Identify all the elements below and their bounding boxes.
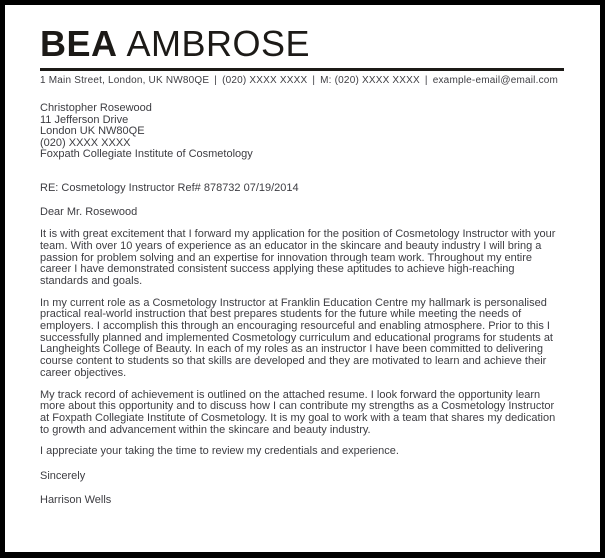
contact-address: 1 Main Street, London, UK NW80QE [40,75,210,86]
contact-separator: | [214,75,218,86]
contact-email: example-email@email.com [432,75,559,86]
address-line: (020) XXXX XXXX [40,136,131,149]
body-paragraph: I appreciate your taking the time to review my credentials and experience. [40,445,399,458]
contact-mobile: M: (020) XXXX XXXX [320,75,420,86]
contact-phone: (020) XXXX XXXX [222,75,308,86]
contact-separator: | [424,75,428,86]
body-paragraph: In my current role as a Cosmetology Instructor at Franklin Education Centre my hallmark is personalised practical real-world instruction that best prepares students for the future while meeting the needs of employers. I accomplish this through an encouraging resourceful and enabling atmosphere. Prior to this I successfully planned and implemented Cosmetology curriculum and educational programs for students at Langheights College of Beauty. In each of my roles as an instructor I have been committed to delivering course content to students so that skills are developed and they are motivated to learn and achieve their career objectives. [40,296,553,379]
recipient-address [40,103,564,161]
salutation: Dear Mr. Rosewood [40,205,138,218]
person-first-name: BEA [40,23,118,64]
contact-line [40,75,564,87]
signature-name: Harrison Wells [40,493,112,506]
header-rule-divider [40,68,564,71]
body-paragraph: My track record of achievement is outlined on the attached resume. I look forward the opportunity learn more about this opportunity and to discuss how I can contribute my strengths as a Cosmetology Instructor at Foxpath Collegiate Institute of Cosmetology. It is my goal to work with a team that shares my dedication to growth and advancement within the skincare and beauty industry. [40,388,556,436]
address-line: Foxpath Collegiate Institute of Cosmetology [40,148,253,161]
body-paragraph: It is with great excitement that I forward my application for the position of Cosmetology Instructor with your team. With over 10 years of experience as an educator in the skincare and beauty industry I will bring a passion for problem solving and an expertise for innovation through team work. Throughout my entire career I have demonstrated consistent success applying these aptitudes to achieve high-reaching standards and goals. [40,228,556,287]
address-line: London UK NW80QE [40,125,145,138]
person-name [40,25,564,63]
subject-line: RE: Cosmetology Instructor Ref# 878732 07/19/2014 [40,181,299,194]
person-last-name: AMBROSE [126,23,311,64]
contact-separator: | [312,75,316,86]
letterhead [40,25,564,87]
address-line: 11 Jefferson Drive [40,113,129,126]
closing: Sincerely [40,470,86,483]
address-line: Christopher Rosewood [40,102,152,114]
